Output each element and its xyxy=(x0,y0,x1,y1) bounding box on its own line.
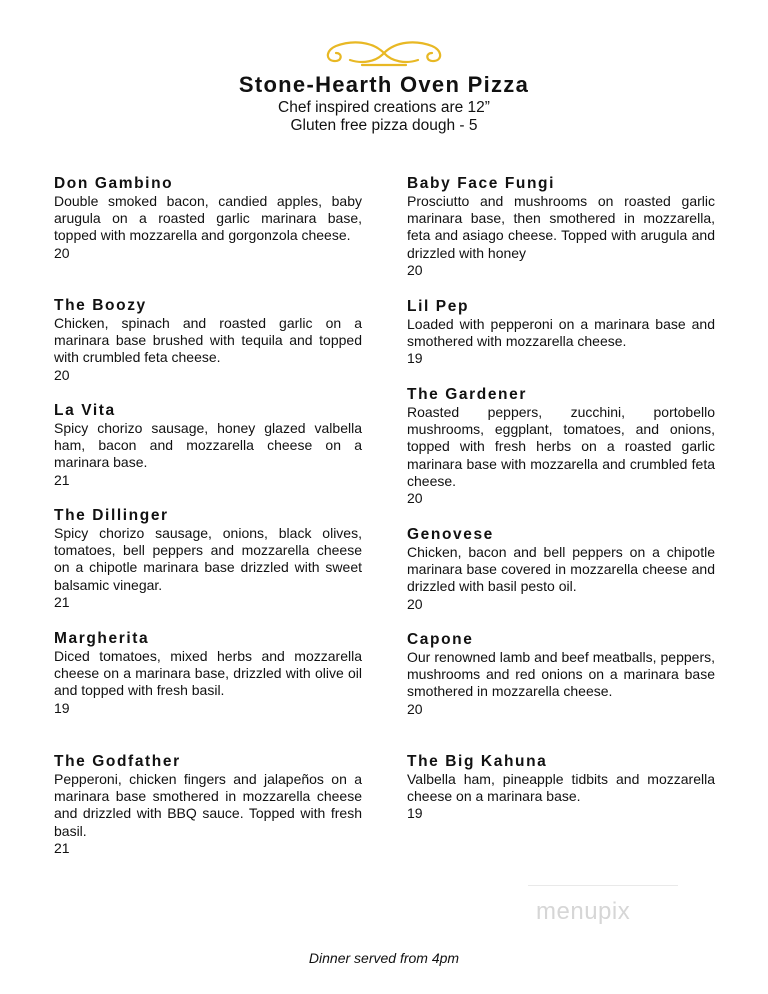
item-description: Chicken, bacon and bell peppers on a chipotle marinara base covered in mozzarella cheese and drizzled with basil pesto oil. xyxy=(407,544,715,595)
item-description: Roasted peppers, zucchini, portobello mushrooms, eggplant, tomatoes, and onions, topped with fresh herbs on a roasted garlic marinara base with mozzarella and crumbled feta cheese. xyxy=(407,404,715,489)
item-description: Loaded with pepperoni on a marinara base and smothered with mozzarella cheese. xyxy=(407,316,715,350)
item-name: Margherita xyxy=(54,630,150,647)
item-price: 20 xyxy=(407,595,423,612)
menu-item xyxy=(407,297,715,368)
menu-item xyxy=(407,385,715,507)
menu-subtitle-size: Chef inspired creations are 12” xyxy=(278,99,490,116)
item-price: 20 xyxy=(407,261,423,278)
menu-item xyxy=(54,752,362,857)
item-name: Don Gambino xyxy=(54,175,174,192)
watermark-line xyxy=(528,885,678,886)
menu-title: Stone-Hearth Oven Pizza xyxy=(238,72,530,97)
menupix-watermark: menupix xyxy=(536,898,631,925)
menu-item xyxy=(54,174,362,262)
item-name: Genovese xyxy=(407,526,494,543)
item-price: 21 xyxy=(54,593,70,610)
item-price: 19 xyxy=(407,350,423,367)
dinner-hours-note: Dinner served from 4pm xyxy=(308,950,460,966)
item-name: The Big Kahuna xyxy=(407,753,548,770)
item-name: Baby Face Fungi xyxy=(407,175,556,192)
item-description: Chicken, spinach and roasted garlic on a marinara base brushed with tequila and topped with crumbled feta cheese. xyxy=(54,315,362,366)
item-name: Capone xyxy=(407,631,474,648)
item-description: Diced tomatoes, mixed herbs and mozzarella cheese on a marinara base, drizzled with olive oil and topped with fresh basil. xyxy=(54,648,362,699)
item-price: 20 xyxy=(407,490,423,507)
item-description: Pepperoni, chicken fingers and jalapeños on a marinara base smothered in mozzarella cheese and drizzled with BBQ sauce. Topped with fresh basil. xyxy=(54,771,362,839)
item-name: La Vita xyxy=(54,402,116,419)
menu-item xyxy=(407,630,715,718)
item-price: 19 xyxy=(54,699,70,716)
item-name: The Godfather xyxy=(54,753,181,770)
item-description: Our renowned lamb and beef meatballs, peppers, mushrooms and red onions on a marinara base smothered in mozzarella cheese. xyxy=(407,649,715,700)
item-description: Spicy chorizo sausage, honey glazed valbella ham, bacon and mozzarella cheese on a marinara base. xyxy=(54,420,362,471)
item-price: 19 xyxy=(407,805,423,822)
item-name: The Boozy xyxy=(54,297,147,314)
menu-subtitle-gluten-free: Gluten free pizza dough - 5 xyxy=(290,117,478,134)
menu-item xyxy=(54,506,362,611)
menu-item xyxy=(407,174,715,279)
item-name: The Gardener xyxy=(407,386,527,403)
item-name: The Dillinger xyxy=(54,507,169,524)
item-price: 21 xyxy=(54,471,70,488)
menu-item xyxy=(54,629,362,717)
item-price: 20 xyxy=(54,244,70,261)
item-description: Valbella ham, pineapple tidbits and mozzarella cheese on a marinara base. xyxy=(407,771,715,805)
item-description: Spicy chorizo sausage, onions, black olives, tomatoes, bell peppers and mozzarella cheese on a chipotle marinara base drizzled with sweet balsamic vinegar. xyxy=(54,525,362,593)
menu-item xyxy=(54,296,362,384)
menu-item xyxy=(54,401,362,489)
item-price: 21 xyxy=(54,839,70,856)
gold-scroll-ornament xyxy=(322,38,446,68)
item-description: Prosciutto and mushrooms on roasted garlic marinara base, then smothered in mozzarella, feta and asiago cheese. Topped with arugula and drizzled with honey xyxy=(407,193,715,261)
item-description: Double smoked bacon, candied apples, baby arugula on a roasted garlic marinara base, topped with mozzarella and gorgonzola cheese. xyxy=(54,193,362,244)
item-price: 20 xyxy=(54,366,70,383)
menu-item xyxy=(407,752,715,823)
item-name: Lil Pep xyxy=(407,298,470,315)
item-price: 20 xyxy=(407,700,423,717)
menu-item xyxy=(407,525,715,613)
